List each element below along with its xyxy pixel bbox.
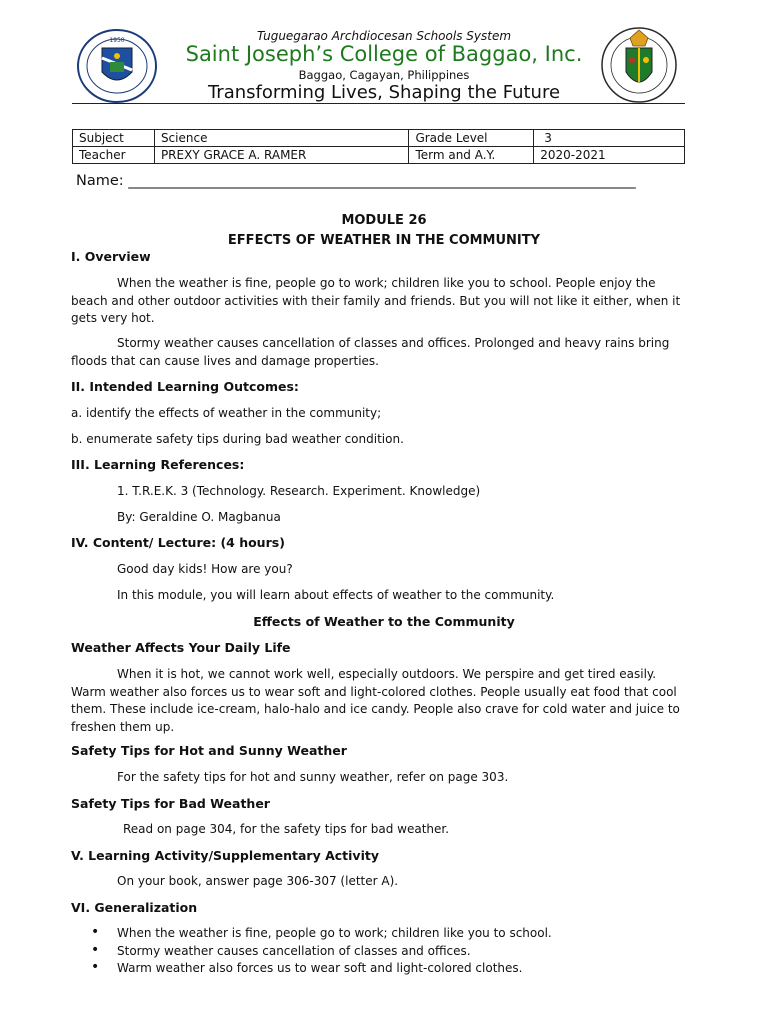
daily-life-heading: Weather Affects Your Daily Life [71,640,291,655]
grade-level-value: 3 [534,130,685,147]
header-divider [72,103,685,104]
generalization-list [71,925,552,978]
college-seal-logo [76,28,158,104]
table-row [73,147,685,164]
overview-paragraph-1: When the weather is fine, people go to work; children like you to school. People enjoy the beach and other outdoor activities with their family and friends. But you will not like it either, when it gets very hot. [71,276,681,325]
intro-text: In this module, you will learn about effects of weather to the community. [117,588,555,602]
reference-author: By: Geraldine O. Magbanua [117,510,281,524]
seal-year: 1950 [109,37,125,44]
name-field-line: Name: ______________________________________________________________________ [76,173,636,189]
activity-text: On your book, answer page 306-307 (letter A). [117,874,399,888]
reference-book: 1. T.R.E.K. 3 (Technology. Research. Experiment. Knowledge) [117,484,481,498]
references-heading: III. Learning References: [71,457,245,472]
table-row [73,130,685,147]
term-value: 2020-2021 [534,147,685,164]
outcome-a: a. identify the effects of weather in the community; [71,406,382,420]
hot-weather-text: For the safety tips for hot and sunny weather, refer on page 303. [117,770,509,784]
archdiocesan-seal-logo [598,26,680,104]
subject-info-table [72,129,685,164]
bad-weather-heading: Safety Tips for Bad Weather [71,796,270,811]
school-motto: Transforming Lives, Shaping the Future [207,82,561,103]
school-system-name: Tuguegarao Archdiocesan Schools System [256,29,512,43]
module-title: EFFECTS OF WEATHER IN THE COMMUNITY [227,233,541,248]
overview-heading: I. Overview [71,249,151,264]
overview-paragraph-2: Stormy weather causes cancellation of classes and offices. Prolonged and heavy rains bring floods that can cause lives and damage properties. [71,336,670,368]
hot-weather-heading: Safety Tips for Hot and Sunny Weather [71,743,347,758]
module-number: MODULE 26 [341,213,427,228]
bad-weather-text: Read on page 304, for the safety tips for bad weather. [123,822,450,836]
outcome-b: b. enumerate safety tips during bad weather condition. [71,432,404,446]
subject-label: Subject [73,130,155,147]
generalization-heading: VI. Generalization [71,900,198,915]
outcomes-heading: II. Intended Learning Outcomes: [71,379,299,394]
school-name: Saint Joseph’s College of Baggao, Inc. [185,42,583,66]
greeting-text: Good day kids! How are you? [117,562,293,576]
content-heading: IV. Content/ Lecture: (4 hours) [71,535,285,550]
activity-heading: V. Learning Activity/Supplementary Activity [71,848,379,863]
term-label: Term and A.Y. [409,147,534,164]
effects-subtitle: Effects of Weather to the Community [253,614,515,629]
grade-level-label: Grade Level [409,130,534,147]
school-address: Baggao, Cagayan, Philippines [298,68,470,82]
subject-value: Science [154,130,409,147]
list-item: • When the weather is fine, people go to work; children like you to school. [71,925,552,943]
daily-life-paragraph: When it is hot, we cannot work well, especially outdoors. We perspire and get tired easily. Warm weather also forces us to wear soft and light-colored clothes. People usually eat food that cool them. These include ice-cream, halo-halo and ice candy. People also crave for cold water and juice to freshen them up. [71,667,680,734]
list-item: • Stormy weather causes cancellation of classes and offices. [71,943,552,961]
teacher-value: PREXY GRACE A. RAMER [154,147,409,164]
list-item: • Warm weather also forces us to wear soft and light-colored clothes. [71,960,552,978]
teacher-label: Teacher [73,147,155,164]
